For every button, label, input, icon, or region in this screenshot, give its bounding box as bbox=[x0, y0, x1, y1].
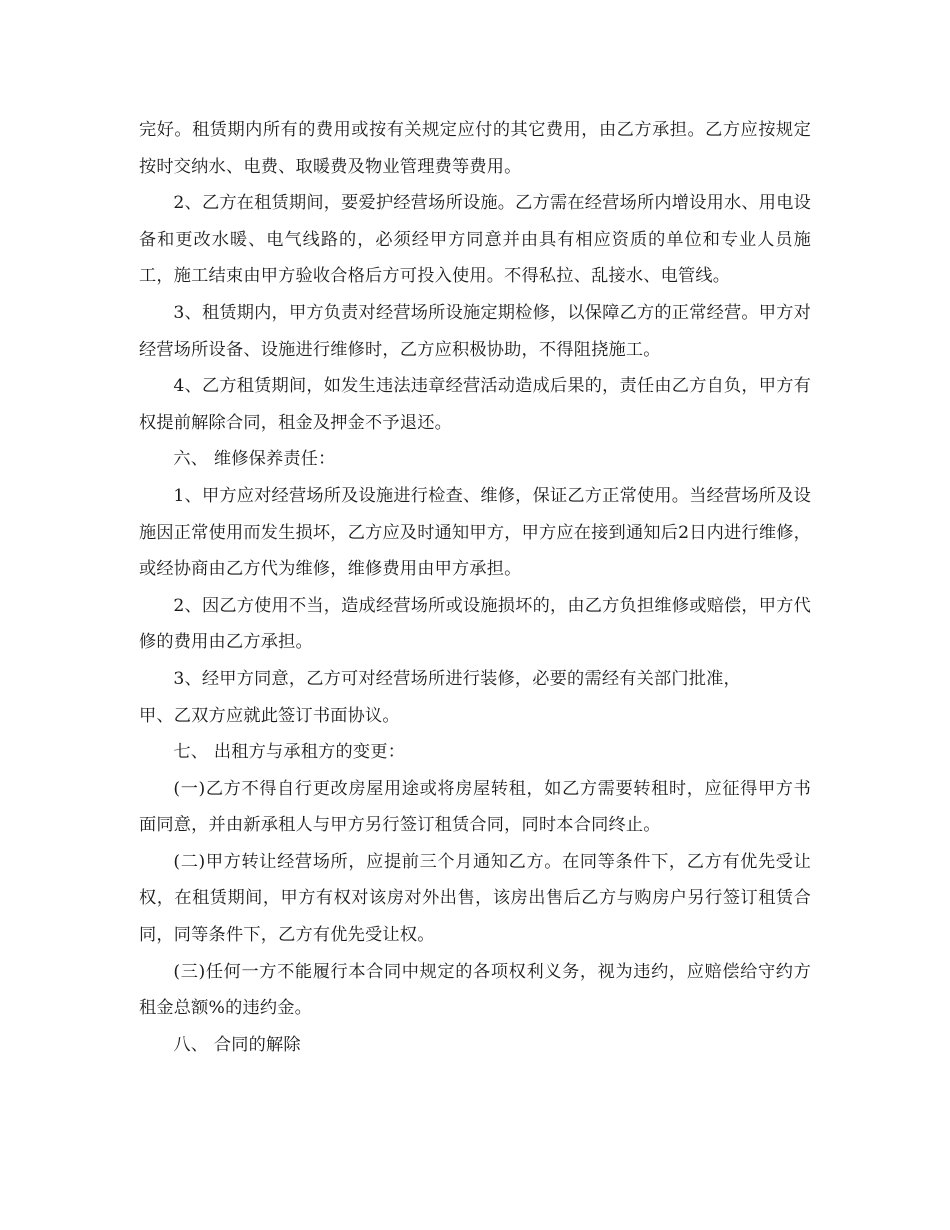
paragraph-clause-7-2: (二)甲方转让经营场所，应提前三个月通知乙方。在同等条件下，乙方有优先受让权，在租赁期间，甲方有权对该房对外出售，该房出售后乙方与购房户另行签订租赁合同，同等条件下，乙方有优先受让权。 bbox=[139, 851, 811, 946]
section-heading-7: 七、 出租方与承租方的变更： bbox=[173, 742, 406, 763]
paragraph-clause-6-3: 3、经甲方同意，乙方可对经营场所进行装修，必要的需经有关部门批准， bbox=[173, 668, 741, 689]
document-body bbox=[139, 112, 811, 1063]
paragraph-clause-5-4: 4、乙方租赁期间，如发生违法违章经营活动造成后果的，责任由乙方自负，甲方有权提前解除合同，租金及押金不予退还。 bbox=[139, 376, 811, 433]
paragraph-clause-6-1: 1、甲方应对经营场所及设施进行检查、维修，保证乙方正常使用。当经营场所及设施因正常使用而发生损坏，乙方应及时通知甲方，甲方应在接到通知后2日内进行维修，或经协商由乙方代为维修，维修费用由甲方承担。 bbox=[139, 485, 811, 580]
paragraph-clause-7-1: (一)乙方不得自行更改房屋用途或将房屋转租，如乙方需要转租时，应征得甲方书面同意，并由新承租人与甲方另行签订租赁合同，同时本合同终止。 bbox=[139, 778, 811, 836]
section-heading-8: 八、 合同的解除 bbox=[173, 1034, 301, 1055]
paragraph-clause-5-3: 3、租赁期内，甲方负责对经营场所设施定期检修，以保障乙方的正常经营。甲方对经营场所设备、设施进行维修时，乙方应积极协助，不得阻挠施工。 bbox=[139, 302, 811, 360]
paragraph-clause-7-3: (三)任何一方不能履行本合同中规定的各项权利义务，视为违约，应赔偿给守约方租金总额%的违约金。 bbox=[139, 961, 811, 1019]
paragraph-continuation-expenses: 完好。租赁期内所有的费用或按有关规定应付的其它费用，由乙方承担。乙方应按规定按时交纳水、电费、取暖费及物业管理费等费用。 bbox=[139, 120, 811, 177]
paragraph-clause-6-3-continued: 甲、乙双方应就此签订书面协议。 bbox=[139, 705, 400, 726]
paragraph-clause-6-2: 2、因乙方使用不当，造成经营场所或设施损坏的，由乙方负担维修或赔偿，甲方代修的费用由乙方承担。 bbox=[139, 595, 811, 653]
section-heading-6: 六、 维修保养责任： bbox=[173, 449, 336, 470]
paragraph-clause-5-2: 2、乙方在租赁期间，要爱护经营场所设施。乙方需在经营场所内增设用水、用电设备和更改水暖、电气线路的，必须经甲方同意并由具有相应资质的单位和专业人员施工，施工结束由甲方验收合格后方可投入使用。不得私拉、乱接水、电管线。 bbox=[139, 193, 811, 287]
